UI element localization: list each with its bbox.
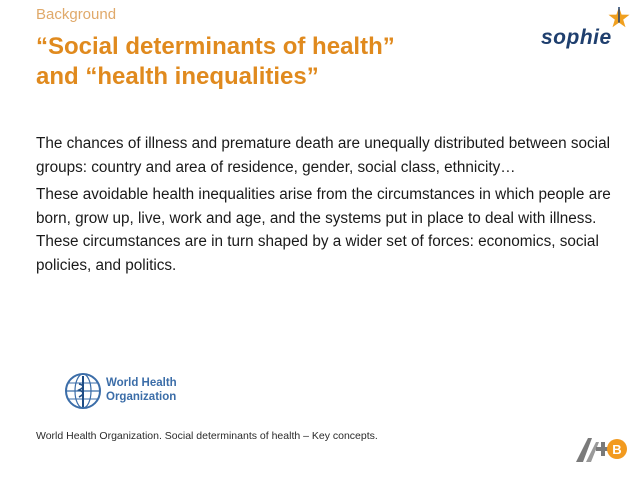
who-emblem-icon (64, 372, 102, 410)
section-label: Background (36, 6, 117, 23)
body-text (36, 132, 621, 281)
ab-logo-text: B (612, 442, 622, 457)
slide-title (36, 32, 536, 92)
sophie-logo-text: sophie (541, 26, 612, 49)
star-icon (607, 6, 631, 30)
title-line-2: and “health inequalities” (36, 63, 319, 90)
reference-citation: World Health Organization. Social determinants of health – Key concepts. (36, 430, 378, 442)
who-name-line-1: World Health (106, 377, 177, 389)
who-name (106, 376, 177, 404)
title-line-1: “Social determinants of health” (36, 33, 395, 60)
ab-logo-icon (572, 434, 628, 464)
who-name-line-2: Organization (106, 391, 177, 403)
sophie-logo (541, 6, 633, 54)
paragraph-2: These avoidable health inequalities arise from the circumstances in which people are born, grow up, live, work and age, and the systems put in place to deal with illness. These circumstances are in turn shaped by a wider set of forces: economics, social policies, and politics. (36, 186, 611, 274)
who-logo (64, 372, 194, 412)
paragraph-1: The chances of illness and premature death are unequally distributed between social groups: country and area of residence, gender, social class, ethnicity… (36, 135, 610, 176)
